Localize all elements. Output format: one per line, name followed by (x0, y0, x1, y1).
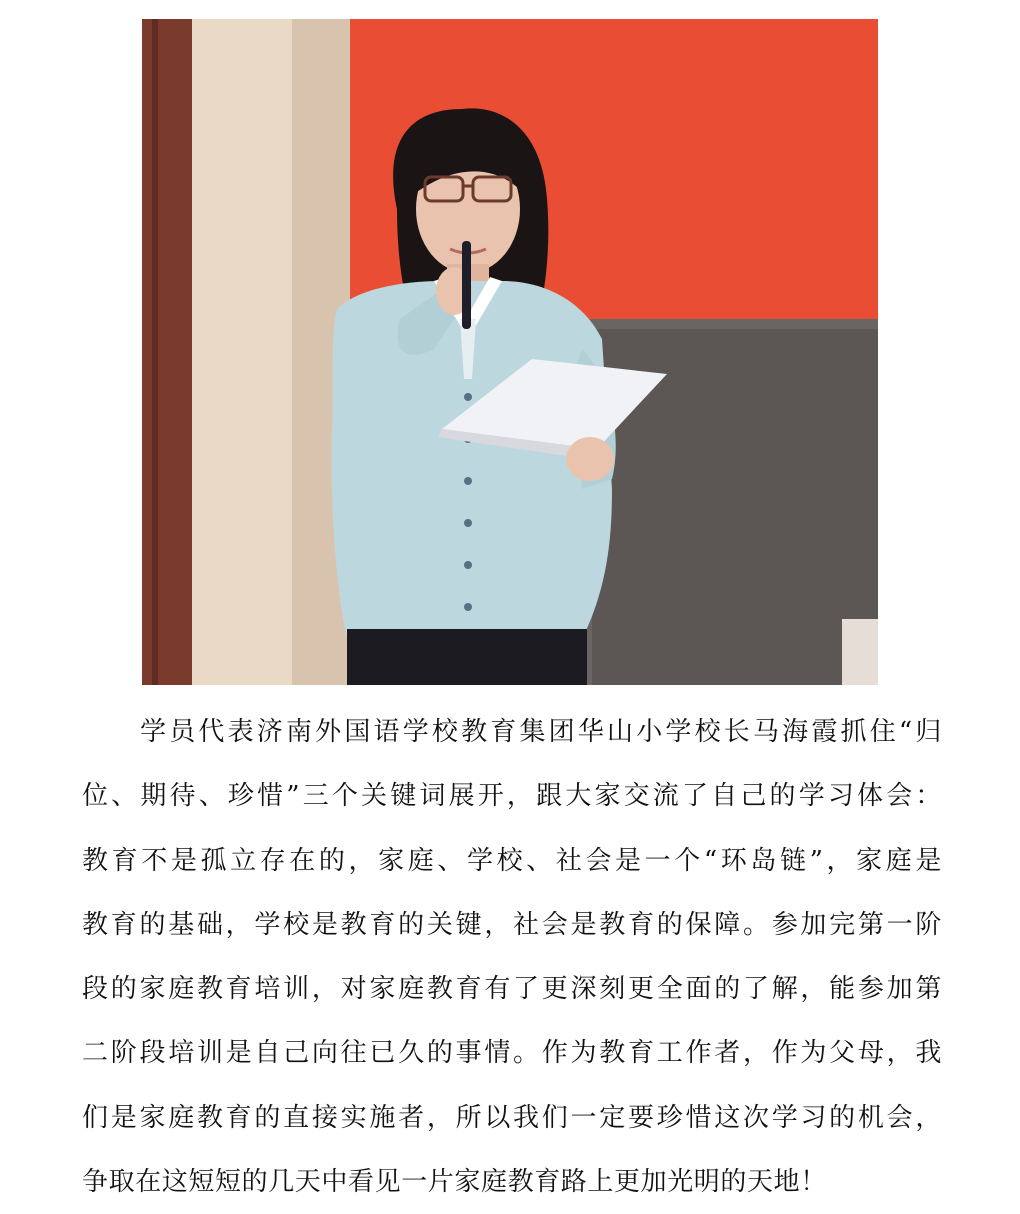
article-body (82, 700, 942, 1214)
article-line: 位、期待、珍惜”三个关键词展开，跟大家交流了自己的学习体会： (82, 781, 942, 812)
article-line: 二阶段培训是自己向往已久的事情。作为教育工作者，作为父母，我 (82, 1038, 942, 1069)
skirt (347, 629, 587, 685)
wood-panel (142, 19, 192, 685)
speaker-photo (142, 19, 878, 685)
article-line: 们是家庭教育的直接实施者，所以我们一定要珍惜这次学习的机会， (82, 1102, 942, 1133)
article-line: 争取在这短短的几天中看见一片家庭教育路上更加光明的天地！ (82, 1167, 827, 1198)
article-line: 段的家庭教育培训，对家庭教育有了更深刻更全面的了解，能参加第 (82, 974, 942, 1005)
microphone (462, 241, 471, 329)
article-line: 学员代表济南外国语学校教育集团华山小学校长马海霞抓住“归 (140, 717, 942, 747)
article-line: 教育不是孤立存在的，家庭、学校、社会是一个“环岛链”，家庭是 (82, 845, 942, 876)
article-line: 教育的基础，学校是教育的关键，社会是教育的保障。参加完第一阶 (82, 909, 942, 940)
